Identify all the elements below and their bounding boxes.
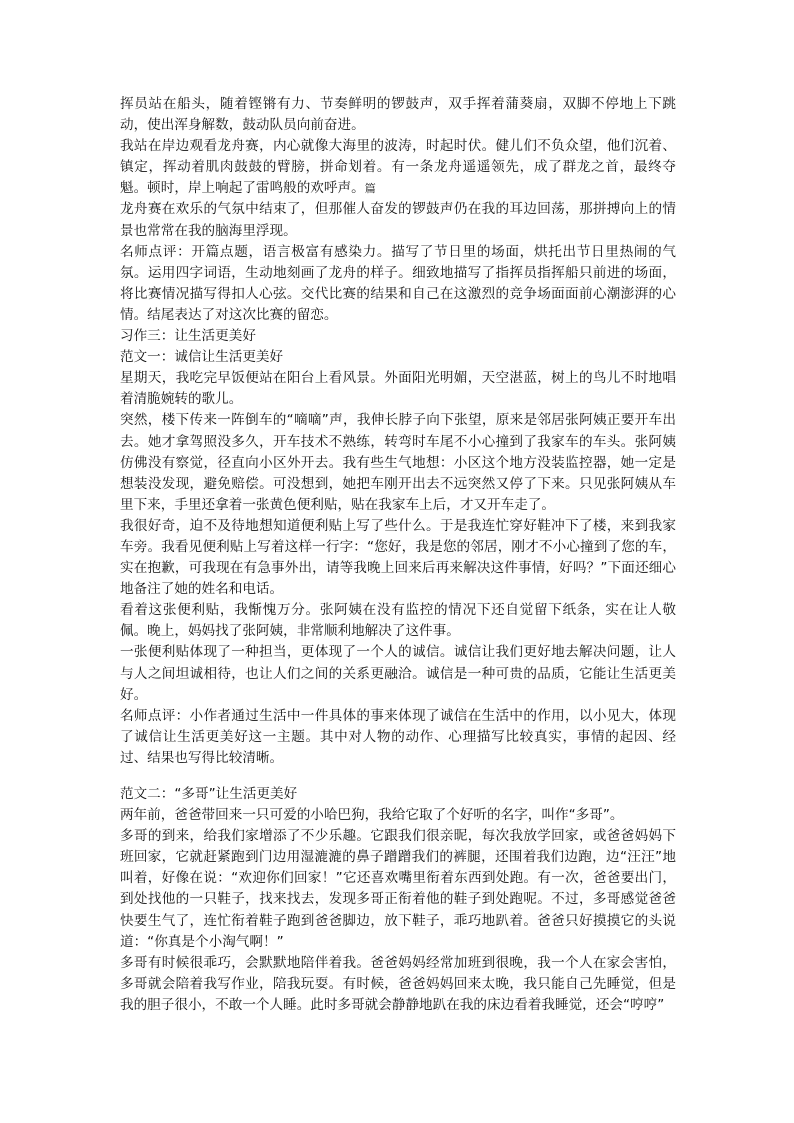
paragraph-dragon-boat-race-text: 我站在岸边观看龙舟赛，内心就像大海里的波涛，时起时伏。健儿们不负众望，他们沉着、镇定，挥动着肌肉鼓鼓的臂膀，拼命划着。有一条龙舟遥遥领先，成了群龙之首，最终夺魁。顿时，岸上响起了雷鸣般的欢呼声。 (120, 138, 676, 197)
paragraph-honesty: 一张便利贴体现了一种担当，更体现了一个人的诚信。诚信让我们更好地去解决问题，让人与人之间坦诚相待，也让人们之间的关系更融洽。诚信是一种可贵的品质，它能让生活更美好。 (120, 644, 676, 703)
paragraph-duoge-arrival: 多哥的到来，给我们家增添了不少乐趣。它跟我们很亲昵，每次我放学回家，或爸爸妈妈下班回家，它就赶紧跑到门边用湿漉漉的鼻子蹭蹭我们的裤腿，还围着我们边跑，边“汪汪”地叫着，好像在说：“欢迎你们回家！”它还喜欢嘴里衔着东西到处跑。有一次，爸爸要出门，到处找他的一只鞋子，找来找去，发现多哥正衔着他的鞋子到处跑呢。不过，多哥感觉爸爸快要生气了，连忙衔着鞋子跑到爸爸脚边，放下鞋子，乖巧地趴着。爸爸只好摸摸它的头说道：“你真是个小淘气啊！” (120, 828, 676, 950)
sample-essay-one-title: 范文一：诚信让生活更美好 (120, 349, 284, 366)
paragraph-reversing-car: 突然，楼下传来一阵倒车的“嘀嘀”声，我伸长脖子向下张望，原来是邻居张阿姨正要开车出去。她才拿驾照没多久，开车技术不熟练，转弯时车尾不小心撞到了我家车的车头。张阿姨仿佛没有察觉，径直向小区外开去。我有些生气地想：小区这个地方没装监控器，她一定是想装没发现，避免赔偿。可没想到，她把车刚开出去不远突然又停了下来。只见张阿姨从车里下来，手里还拿着一张黄色便利贴，贴在我家车上后，才又开车走了。 (120, 412, 676, 513)
sample-essay-two-title: 范文二：“多哥”让生活更美好 (120, 786, 298, 802)
paragraph-dragon-boat-race (120, 136, 676, 199)
paragraph-sticky-note: 我很好奇，迫不及待地想知道便利贴上写了些什么。于是我连忙穿好鞋冲下了楼，来到我家车旁。我看见便利贴上写着这样一行字：“您好，我是您的邻居，刚才不小心撞到了您的车，实在抱歉，可我现在有急事外出，请等我晚上回来后再来解决这件事情，好吗？”下面还细心地备注了她的姓名和电话。 (120, 517, 676, 598)
paragraph-two-years-ago: 两年前，爸爸带回来一只可爱的小哈巴狗，我给它取了个好听的名字，叫作“多哥”。 (120, 807, 624, 824)
paragraph-ashamed: 看着这张便利贴，我惭愧万分。张阿姨在没有监控的情况下还自觉留下纸条，实在让人敬佩。晚上，妈妈找了张阿姨，非常顺利地解决了这件事。 (120, 602, 676, 640)
paragraph-dragon-boat-conductor: 挥员站在船头，随着铿锵有力、节奏鲜明的锣鼓声，双手挥着蒲葵扇，双脚不停地上下跳动，使出浑身解数，鼓动队员向前奋进。 (120, 96, 676, 134)
teacher-comment-2: 名师点评：小作者通过生活中一件具体的事来体现了诚信在生活中的作用，以小见大，体现了诚信让生活更美好这一主题。其中对人物的动作、心理描写比较真实，事情的起因、经过、结果也写得比较清晰。 (120, 707, 676, 766)
blank-line (120, 769, 676, 784)
stray-mark: 篇 (364, 182, 376, 196)
document-page (120, 94, 676, 1016)
teacher-comment-1: 名师点评：开篇点题，语言极富有感染力。描写了节日里的场面，烘托出节日里热闹的气氛。运用四字词语，生动地刻画了龙舟的样子。细致地描写了指挥员指挥船只前进的场面，将比赛情况描写得扣人心弦。交代比赛的结果和自己在这激烈的竞争场面面前心潮澎湃的心情。结尾表达了对这次比赛的留恋。 (120, 243, 676, 323)
paragraph-sunday: 星期天，我吃完早饭便站在阳台上看风景。外面阳光明媚，天空湛蓝，树上的鸟儿不时地唱着清脆婉转的歌儿。 (120, 370, 676, 408)
paragraph-duoge-companion: 多哥有时候很乖巧，会默默地陪伴着我。爸爸妈妈经常加班到很晚，我一个人在家会害怕，多哥就会陪着我写作业，陪我玩耍。有时候，爸爸妈妈回来太晚，我只能自己先睡觉，但是我的胆子很小，不敢一个人睡。此时多哥就会静静地趴在我的床边看着我睡觉，还会“哼哼” (120, 954, 676, 1013)
exercise-three-heading: 习作三：让生活更美好 (120, 328, 256, 345)
paragraph-dragon-boat-ending: 龙舟赛在欢乐的气氛中结束了，但那催人奋发的锣鼓声仍在我的耳边回荡，那拼搏向上的情景也常常在我的脑海里浮现。 (120, 201, 676, 239)
